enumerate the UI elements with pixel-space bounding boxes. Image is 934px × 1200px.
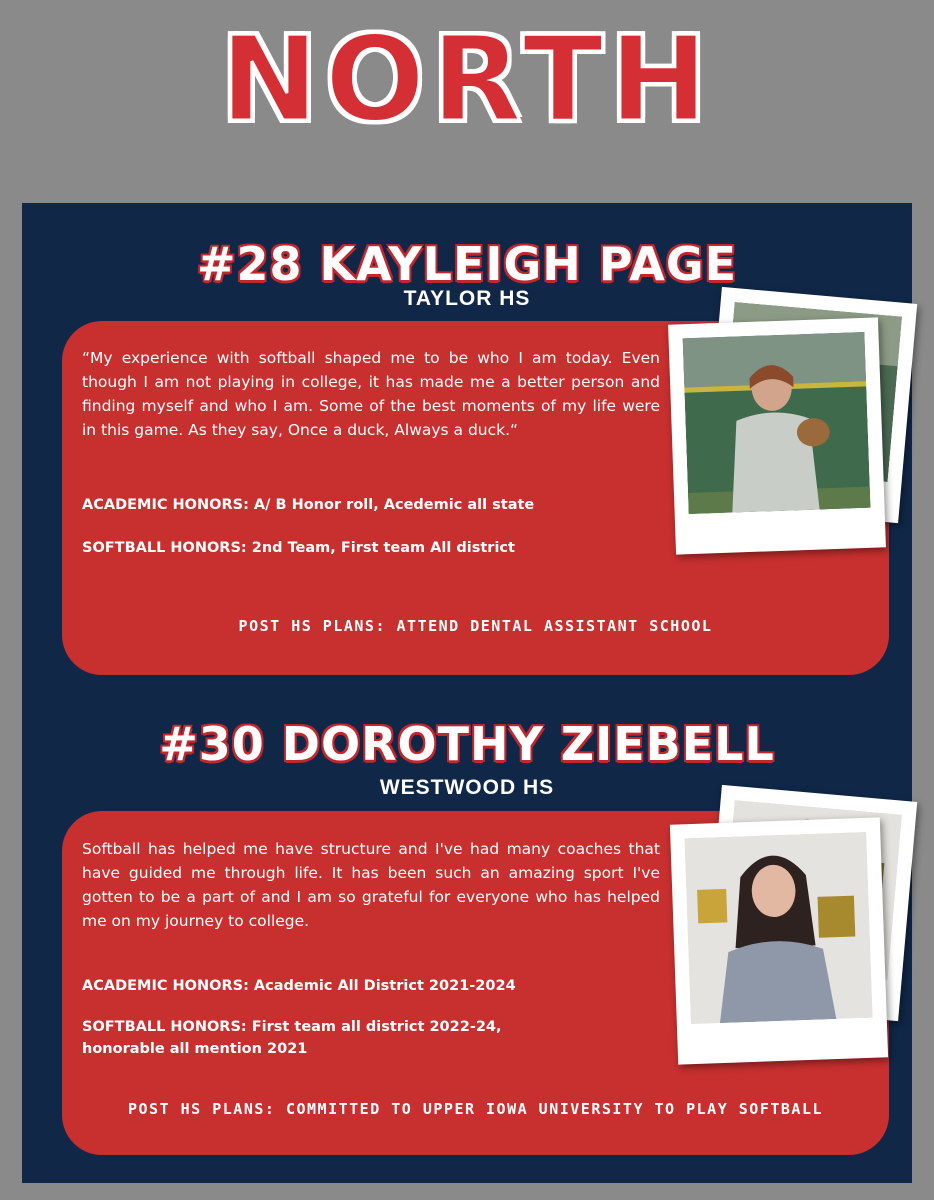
- player-name: #30 DOROTHY ZIEBELL: [159, 717, 775, 771]
- softball-honors: SOFTBALL HONORS: First team all district 2022-24, honorable all mention 2021: [82, 1019, 502, 1057]
- player-school: TAYLOR HS: [403, 287, 531, 310]
- player-photo: [683, 332, 871, 514]
- players-panel: [22, 203, 912, 1183]
- academic-honors: ACADEMIC HONORS: Academic All District 2021-2024: [82, 978, 516, 994]
- post-hs-plans: POST HS PLANS: COMMITTED TO UPPER IOWA UNIVERSITY TO PLAY SOFTBALL: [127, 1100, 824, 1118]
- post-hs-plans: POST HS PLANS: ATTEND DENTAL ASSISTANT SCHOOL: [238, 617, 713, 635]
- player-photo: [684, 832, 872, 1024]
- front-photo-frame: [670, 817, 888, 1064]
- player-quote: “My experience with softball shaped me to be who I am today. Even though I am not playing in college, it has made me a better person and finding myself and who I am. Some of the best moments of my life were in this game. As they say, Once a duck, Always a duck.“: [82, 349, 660, 439]
- softball-honors: SOFTBALL HONORS: 2nd Team, First team All district: [82, 540, 515, 556]
- player-school: WESTWOOD HS: [379, 776, 555, 799]
- academic-honors: ACADEMIC HONORS: A/ B Honor roll, Acedemic all state: [82, 497, 535, 513]
- front-photo-frame: [668, 317, 886, 554]
- player-quote: Softball has helped me have structure and I've had many coaches that have guided me through life. It has been such an amazing sport I've gotten to be a part of and I am so grateful for everyone who has helped me on my journey to college.: [82, 840, 660, 930]
- page-title: NORTH: [220, 10, 714, 148]
- player-name: #28 KAYLEIGH PAGE: [196, 237, 738, 291]
